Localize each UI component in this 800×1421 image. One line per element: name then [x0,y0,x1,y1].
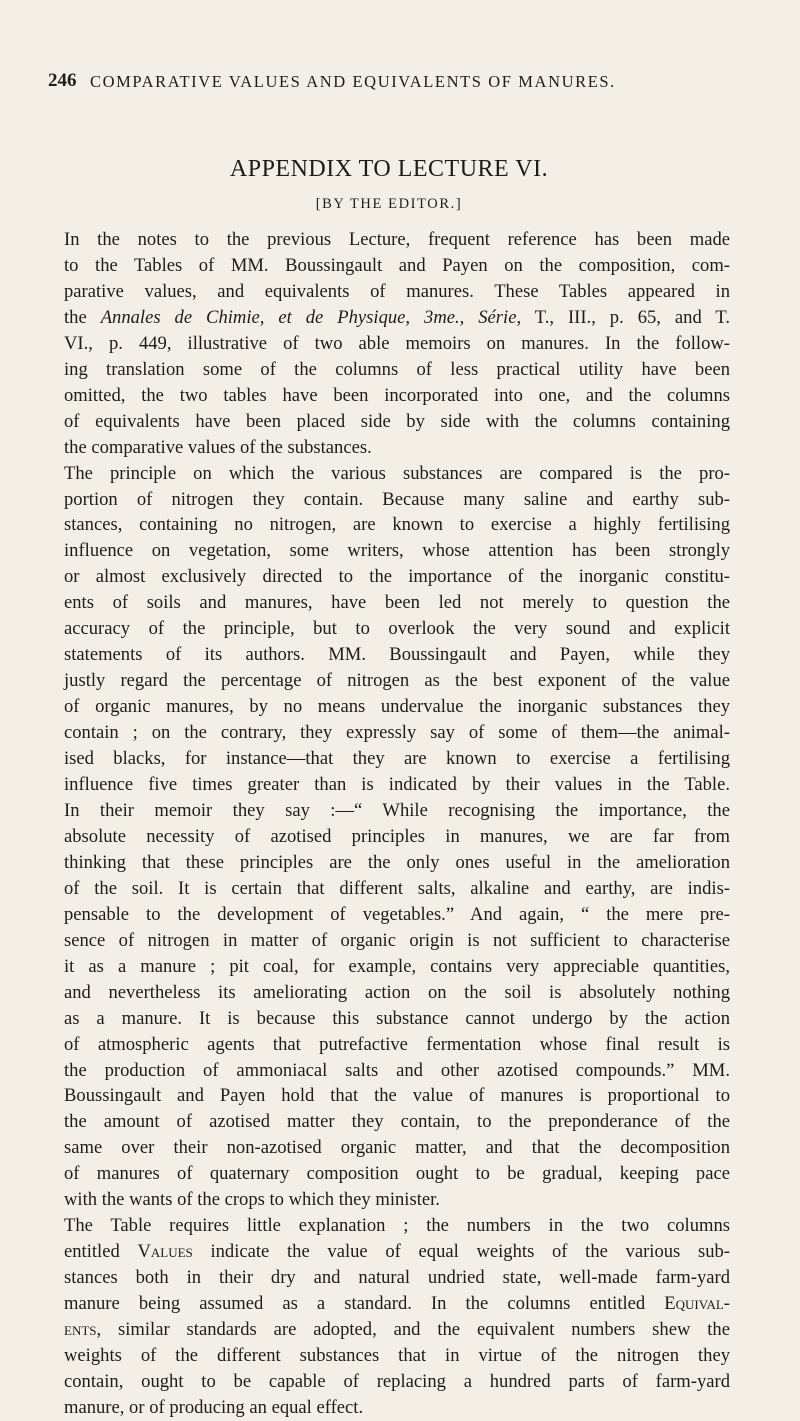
text-line: and nevertheless its ameliorating action on the soil is absolutely nothing [64,981,730,1003]
text-line: statements of its authors. MM. Boussingault and Payen, while they [64,644,730,666]
appendix-title: APPENDIX TO LECTURE VI. [229,156,549,182]
text-line: justly regard the percentage of nitrogen as the best exponent of the value [64,670,730,692]
text-line: of the soil. It is certain that different salts, alkaline and earthy, are indis- [64,877,730,899]
text-line: thinking that these principles are the only ones useful in the amelioration [64,851,730,873]
text-line: of manures of quaternary composition ought to be gradual, keeping pace [64,1163,730,1185]
text-line: of organic manures, by no means undervalue the inorganic substances they [64,696,730,718]
text-line: contain, ought to be capable of replacing a hundred parts of farm-yard [64,1370,730,1392]
text-line: omitted, the two tables have been incorporated into one, and the columns [64,384,730,406]
text-line: the amount of azotised matter they contain, to the preponderance of the [64,1111,730,1133]
text-line: of atmospheric agents that putrefactive fermentation whose final result is [64,1033,730,1055]
text-line: stances, containing no nitrogen, are known to exercise a highly fertilising [64,514,730,536]
text-line: the production of ammoniacal salts and other azotised compounds.” MM. [64,1059,730,1081]
text-line: Boussingault and Payen hold that the value of manures is proportional to [64,1085,730,1107]
byline: [BY THE EDITOR.] [315,196,463,212]
paragraph-intro [48,227,730,461]
text-line: In their memoir they say :—“ While recognising the importance, the [64,799,730,821]
text-line: ised blacks, for instance—that they are known to exercise a fertilising [64,748,730,770]
paragraph-principle [48,461,730,1214]
text-line: In the notes to the previous Lecture, frequent reference has been made [64,229,730,250]
text-line: ents, similar standards are adopted, and the equivalent numbers shew the [64,1319,730,1341]
text-line: or almost exclusively directed to the importance of the inorganic constitu- [64,566,730,588]
text-line: entitled Values indicate the value of equal weights of the various sub- [64,1241,730,1263]
text-line: influence on vegetation, some writers, whose attention has been strongly [64,540,730,562]
text-line: the comparative values of the substances. [64,436,372,458]
text-line: same over their non-azotised organic matter, and that the decomposition [64,1137,730,1159]
running-header [48,70,730,100]
text-line: as a manure. It is because this substance cannot undergo by the action [64,1007,730,1029]
text-line: it as a manure ; pit coal, for example, contains very appreciable quantities, [64,955,730,977]
text-line: with the wants of the crops to which they minister. [64,1189,440,1211]
text-line: of equivalents have been placed side by side with the columns containing [64,410,730,432]
text-line: The principle on which the various substances are compared is the pro- [64,462,730,484]
text-line: pensable to the development of vegetables.” And again, “ the mere pre- [64,903,730,925]
text-line: manure being assumed as a standard. In the columns entitled Equival- [64,1293,730,1315]
text-line: manure, or of producing an equal effect. [64,1396,364,1418]
text-line: ents of soils and manures, have been led not merely to question the [64,592,730,614]
text-line: the Annales de Chimie, et de Physique, 3me., Série, T., III., p. 65, and T. [64,306,730,328]
text-line: absolute necessity of azotised principles in manures, we are far from [64,825,730,847]
body-text [48,227,730,1421]
text-line: accuracy of the principle, but to overlook the very sound and explicit [64,618,730,640]
text-line: VI., p. 449, illustrative of two able memoirs on manures. In the follow- [64,332,730,354]
running-title: COMPARATIVE VALUES AND EQUIVALENTS OF MANURES. [90,72,616,91]
text-line: parative values, and equivalents of manures. These Tables appeared in [64,280,730,302]
text-line: influence five times greater than is indicated by their values in the Table. [64,774,730,796]
paragraph-table-explanation [48,1213,730,1421]
text-line: weights of the different substances that in virtue of the nitrogen they [64,1344,730,1366]
text-line: portion of nitrogen they contain. Because many saline and earthy sub- [64,488,730,510]
text-line: stances both in their dry and natural undried state, well-made farm-yard [64,1267,730,1289]
document-page [48,70,730,1421]
text-line: contain ; on the contrary, they expressly say of some of them—the animal- [64,722,730,744]
text-line: The Table requires little explanation ; the numbers in the two columns [64,1215,730,1237]
text-line: sence of nitrogen in matter of organic origin is not sufficient to characterise [64,929,730,951]
text-line: ing translation some of the columns of less practical utility have been [64,358,730,380]
page-number: 246 [48,70,77,91]
text-line: to the Tables of MM. Boussingault and Payen on the composition, com- [64,254,730,276]
